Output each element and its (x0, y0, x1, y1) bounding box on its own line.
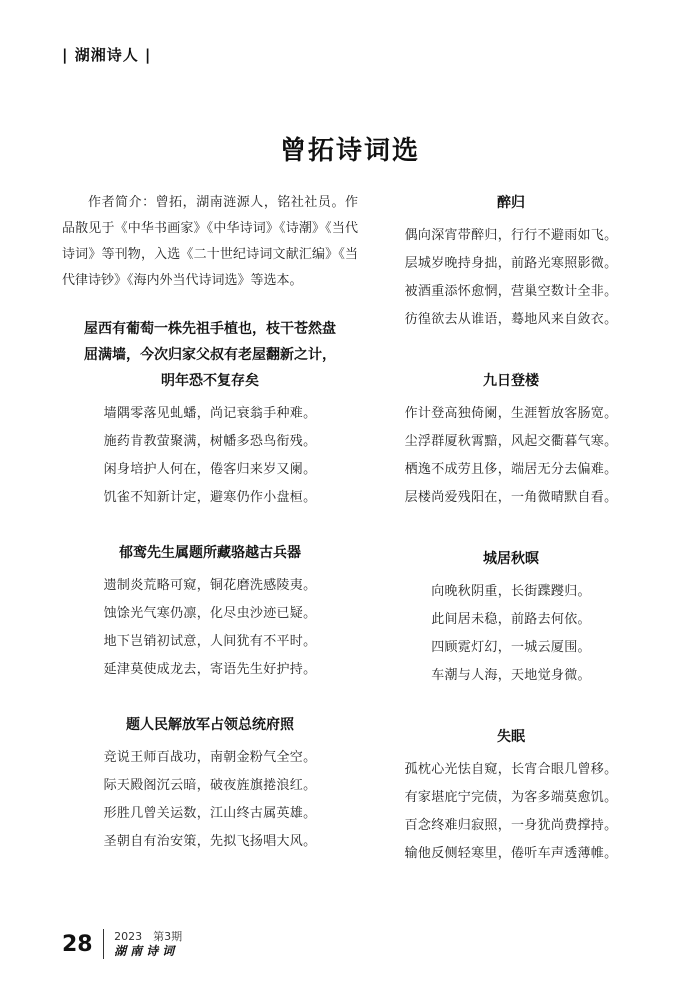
page-title: 曾拓诗词选 (279, 136, 420, 166)
poem-line: 竞说王师百战功，南朝金粉气全空。 (103, 750, 317, 765)
right-column (378, 190, 644, 868)
poem-line: 有家堪庇宁完债，为客多端莫愈饥。 (404, 790, 618, 805)
page-number: 28 (62, 931, 93, 957)
poem-line: 被酒重添怀愈惘，营巢空数计全非。 (404, 284, 618, 299)
poem-line: 地下岂销初试意，人间犹有不平时。 (103, 634, 317, 649)
footer-divider (103, 929, 105, 959)
poem-line: 尘浮群厦秋霄黯，风起交衢暮气寒。 (404, 434, 618, 449)
poem-line: 层城岁晚持身拙，前路光寒照影微。 (404, 256, 618, 271)
right-poems (378, 190, 644, 868)
poem-line: 四顾霓灯幻，一城云厦围。 (431, 640, 591, 655)
poem-line: 输他反侧轻寒里，倦听车声透薄帷。 (404, 846, 618, 861)
poem (62, 540, 358, 684)
poem-title: 醉归 (497, 195, 525, 211)
poem-line: 饥雀不知新计定，避寒仍作小盘桓。 (103, 490, 317, 505)
poem-title: 九日登楼 (483, 373, 539, 389)
poem-title: 城居秋暝 (483, 551, 539, 567)
poem-line: 遗制炎荒略可窥，铜花磨洗感陵夷。 (103, 578, 317, 593)
poem-line: 闲身培护人何在，倦客归来岁又阑。 (103, 462, 317, 477)
page-footer (62, 926, 182, 962)
poem-line: 此间居未稳，前路去何依。 (431, 612, 591, 627)
poem-line: 施药肯教萤聚满，树幡多恐鸟衔残。 (103, 434, 317, 449)
poem-title: 屋西有葡萄一株先祖手植也，枝干苍然盘 (84, 321, 336, 337)
poem-title: 失眠 (497, 729, 525, 745)
poem-line: 车潮与人海，天地觉身微。 (431, 668, 591, 683)
poem-line: 蚀馀光气寒仍凛，化尽虫沙迹已疑。 (103, 606, 317, 621)
magazine-name: 湖南诗词 (114, 944, 179, 958)
footer-info (114, 930, 182, 958)
poem-line: 延津莫使成龙去，寄语先生好护持。 (103, 662, 317, 677)
poem-line: 作计登高独倚阑，生涯暂放客肠宽。 (404, 406, 618, 421)
poem-line: 向晚秋阴重，长街蹀躞归。 (431, 584, 591, 599)
poem (378, 546, 644, 690)
poem-line: 圣朝自有治安策，先拟飞扬唱大风。 (103, 834, 317, 849)
author-intro: 作者简介：曾拓，湖南涟源人，铭社社员。作品散见于《中华书画家》《中华诗词》《诗潮》《当代诗词》等刊物，入选《二十世纪诗词文献汇编》《当代律诗钞》《海内外当代诗词选》等选本。 (62, 195, 358, 288)
poem-line: 百念终难归寂照，一身犹尚费撑持。 (404, 818, 618, 833)
left-poems (62, 316, 358, 856)
poem-line: 形胜几曾关运数，江山终古属英雄。 (103, 806, 317, 821)
poem-title: 题人民解放军占领总统府照 (126, 717, 294, 733)
issue-label: 2023 第3期 (114, 930, 183, 943)
poem (62, 712, 358, 856)
left-column (62, 190, 358, 856)
poem (378, 368, 644, 512)
poem-title: 郁鸾先生属题所藏骆越古兵器 (119, 545, 301, 561)
poem (62, 316, 358, 512)
poem-line: 墙隅零落见虬蟠，尚记衰翁手种难。 (103, 406, 317, 421)
poem-title: 明年恐不复存矣 (161, 373, 259, 389)
poem-line: 彷徨欲去从谁语，蓦地风来自敛衣。 (404, 312, 618, 327)
poem-line: 偶向深宵带醉归，行行不避雨如飞。 (404, 228, 618, 243)
poem (378, 724, 644, 868)
poem-line: 栖逸不成劳且侈，端居无分去偏难。 (404, 462, 618, 477)
poem-line: 孤枕心光怯自窥，长宵合眼几曾移。 (404, 762, 618, 777)
poem-line: 层楼尚爱残阳在，一角微晴默自看。 (404, 490, 618, 505)
poem (378, 190, 644, 334)
poem-title: 屈满墙，今次归家父叔有老屋翻新之计， (84, 347, 336, 363)
poem-line: 际天殿阁沉云暗，破夜旌旗捲浪红。 (103, 778, 317, 793)
section-label: | 湖湘诗人 | (62, 46, 152, 64)
